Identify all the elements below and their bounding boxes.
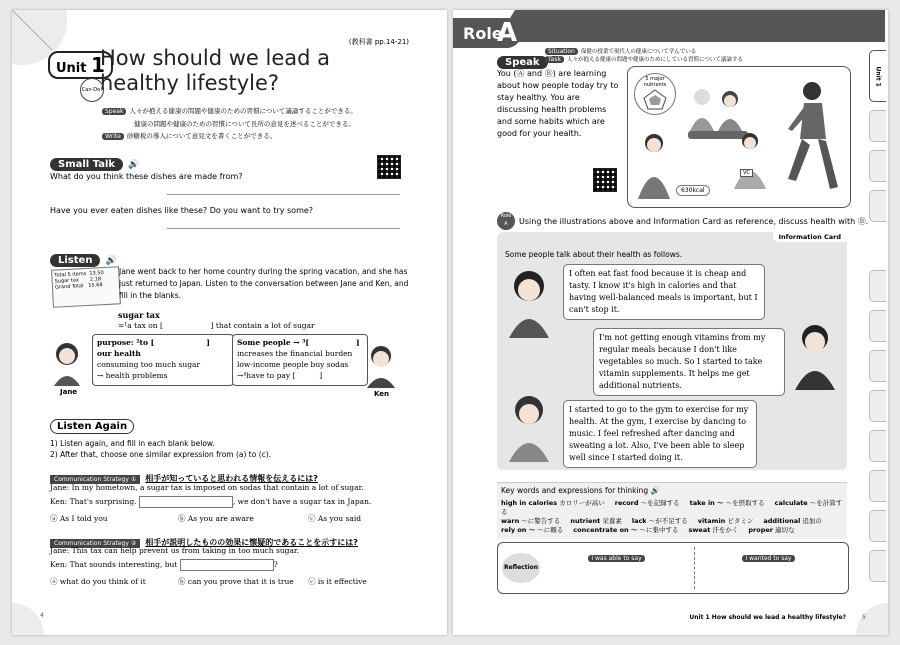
wanted-label: I wanted to say bbox=[742, 555, 794, 562]
role-a-icon: Role A bbox=[497, 212, 515, 230]
s2-ken-b: ? bbox=[273, 560, 278, 569]
purpose-line4: → health problems bbox=[97, 371, 168, 380]
keyword-en: calculate bbox=[774, 499, 808, 507]
divider bbox=[694, 547, 695, 589]
keyword-en: concentrate on ～ bbox=[573, 526, 638, 534]
info-card-intro: Some people talk about their health as follows. bbox=[505, 250, 683, 259]
can-do-badge: Can-Do! bbox=[80, 78, 104, 102]
small-talk-header bbox=[50, 152, 139, 171]
keyword-item bbox=[501, 499, 605, 507]
speak-header bbox=[497, 50, 548, 69]
side-tab[interactable] bbox=[869, 510, 886, 542]
qr-code[interactable] bbox=[377, 155, 401, 179]
radar-chart-icon bbox=[642, 88, 668, 110]
unit-title bbox=[100, 46, 330, 96]
keyword-ja: ～に警告する bbox=[519, 517, 561, 525]
write-goal: 砂糖税の導入について意見文を書くことができる。 bbox=[126, 132, 277, 140]
speak-goal-1: 人々が抱える健康の問題や健康のための習慣について議論することができる。 bbox=[129, 107, 357, 115]
purpose-line1: purpose: ²to [ ] bbox=[97, 338, 210, 347]
keyword-item bbox=[501, 517, 560, 525]
nutrients-label: 5 major nutrients bbox=[643, 76, 667, 88]
kcal-bubble: 630kcal bbox=[676, 185, 710, 196]
side-tab[interactable] bbox=[869, 430, 886, 462]
strategy2-title: 相手が説明したものの効果に懐疑的であることを示すには? bbox=[145, 538, 358, 547]
page-number-right: 5 bbox=[862, 614, 866, 621]
some-people-line3: low-income people buy sodas bbox=[237, 360, 349, 369]
side-tab[interactable] bbox=[869, 470, 886, 502]
keyword-item bbox=[690, 499, 765, 507]
s2-jane-line: Jane: This tax can help prevent us from taking in too much sugar. bbox=[50, 546, 300, 555]
reflection-box bbox=[497, 542, 849, 594]
keywords-title-text: Key words and expressions for thinking bbox=[501, 486, 649, 495]
fast-food-girl-illustration bbox=[503, 268, 555, 338]
speech-bubble-2: I'm not getting enough vitamins from my regular meals because I don't like vegetables so much. So I started to take vitamin supplements. It helps me get additional nutrients. bbox=[593, 328, 785, 396]
side-tab[interactable] bbox=[869, 350, 886, 382]
right-page bbox=[453, 10, 888, 635]
speak-tag: Speak bbox=[497, 56, 548, 69]
keyword-item bbox=[689, 526, 739, 534]
listen-again-instructions bbox=[50, 438, 271, 460]
textbook-ref: (教科書 pp.14-21) bbox=[348, 38, 409, 46]
s1-ken-a: Ken: That's surprising. bbox=[50, 497, 137, 506]
listen-again-title: Listen Again bbox=[50, 419, 134, 434]
task-tag: Task bbox=[545, 56, 564, 63]
la-instr-1: 1) Listen again, and fill in each blank below. bbox=[50, 439, 215, 448]
vitamin-boy-illustration bbox=[789, 320, 841, 390]
strategy1-tag: Communication Strategy ① bbox=[50, 475, 140, 484]
keyword-ja: ビタミン bbox=[725, 517, 754, 525]
wanted-to-say-area[interactable] bbox=[696, 545, 844, 589]
role-letter: A bbox=[497, 18, 518, 48]
keyword-ja: ～が不足する bbox=[646, 517, 688, 525]
la-instr-2: 2) After that, choose one similar expression from (a) to (c). bbox=[50, 450, 272, 459]
side-tab[interactable] bbox=[869, 270, 886, 302]
corner-decoration-bottom-right bbox=[848, 595, 888, 635]
keyword-row bbox=[501, 526, 846, 535]
s2-choice-a[interactable]: ⓐ what do you think of it bbox=[50, 577, 146, 586]
supplement-woman-illustration bbox=[730, 129, 770, 189]
strategy2-tag: Communication Strategy ② bbox=[50, 539, 140, 548]
listen-header bbox=[50, 248, 117, 267]
jane-name: Jane bbox=[60, 388, 78, 396]
side-tab[interactable] bbox=[869, 110, 886, 142]
purpose-box bbox=[92, 334, 234, 386]
keyword-ja: 追加の bbox=[800, 517, 822, 525]
corner-decoration-bottom bbox=[12, 595, 52, 635]
role-header-bar bbox=[495, 10, 885, 42]
speaker-icon[interactable]: 🔊 bbox=[650, 486, 660, 495]
nutrients-bubble bbox=[634, 73, 676, 115]
keyword-item bbox=[632, 517, 688, 525]
keyword-ja: ～を摂取する bbox=[723, 499, 765, 507]
s1-choice-a[interactable]: ⓐ As I told you bbox=[50, 514, 108, 523]
some-people-line2: increases the financial burden bbox=[237, 349, 353, 358]
answer-line-2[interactable] bbox=[167, 228, 400, 229]
keyword-en: warn bbox=[501, 517, 520, 525]
keyword-ja: 汗をかく bbox=[710, 526, 739, 534]
s1-choice-b[interactable]: ⓑ As you are aware bbox=[178, 514, 254, 523]
jane-illustration bbox=[50, 340, 84, 386]
side-tab[interactable] bbox=[869, 310, 886, 342]
some-people-line4: →⁴have to pay [ ] bbox=[237, 371, 323, 380]
situation-task bbox=[545, 48, 743, 64]
role-badge bbox=[453, 18, 521, 48]
listen-intro: Jane went back to her home country during the spring vacation, and she has just returned to Japan. Listen to the conversation between Jane and Ken, and fill in the blanks. bbox=[119, 267, 409, 300]
keyword-ja: ～に集中する bbox=[637, 526, 679, 534]
keyword-item bbox=[763, 517, 822, 525]
s1-jane-line: Jane: In my hometown, a sugar tax is imposed on sodas that contain a lot of sugar. bbox=[50, 483, 364, 492]
s2-choice-c[interactable]: ⓒ is it effective bbox=[308, 577, 367, 586]
keyword-item bbox=[570, 517, 622, 525]
small-talk-title: Small Talk bbox=[50, 158, 123, 171]
woman-eating-illustration bbox=[634, 129, 674, 199]
side-tab-label: Unit 1 bbox=[874, 66, 882, 87]
able-to-say-area[interactable] bbox=[544, 545, 692, 589]
s2-ken-line bbox=[50, 559, 278, 571]
side-tab-unit1[interactable] bbox=[869, 50, 886, 102]
receipt-image: Total 5 items 13.50 Sugar tax 2.18 Grand Total 15.68 bbox=[51, 266, 121, 308]
keyword-en: record bbox=[614, 499, 639, 507]
some-people-line1: Some people → ³[ ] bbox=[237, 338, 360, 347]
keyword-item bbox=[748, 526, 794, 534]
speech-bubble-3: I started to go to the gym to exercise for my health. At the gym, I exercise by dancing to music. I feel refreshed after dancing and sweating a lot. Also, I've been able to sleep well since I started doing it. bbox=[563, 400, 757, 468]
s1-ken-line bbox=[50, 496, 371, 508]
unit-number: 1 bbox=[91, 53, 105, 77]
keyword-ja: 栄養素 bbox=[600, 517, 622, 525]
able-label: I was able to say bbox=[588, 555, 644, 562]
speak-tag: Speak bbox=[102, 108, 126, 115]
keyword-en: rely on ～ bbox=[501, 526, 536, 534]
keyword-en: additional bbox=[763, 517, 801, 525]
keywords-title bbox=[501, 486, 660, 495]
sugar-tax-label: sugar tax bbox=[118, 310, 160, 320]
keyword-row bbox=[501, 499, 846, 517]
page-number-left: 4 bbox=[40, 612, 44, 619]
small-talk-q1: What do you think these dishes are made from? bbox=[50, 172, 243, 181]
answer-line-1[interactable] bbox=[167, 194, 400, 195]
keyword-ja: ～を計算する bbox=[501, 499, 843, 516]
keyword-ja: 適切な bbox=[772, 526, 795, 534]
purpose-line2: our health bbox=[97, 349, 141, 358]
keyword-item bbox=[573, 526, 678, 534]
purpose-line3: consuming too much sugar bbox=[97, 360, 201, 369]
s2-ken-a: Ken: That sounds interesting, but bbox=[50, 560, 178, 569]
keyword-en: sweat bbox=[688, 526, 711, 534]
s2-choice-b[interactable]: ⓑ can you prove that it is true bbox=[178, 577, 294, 586]
keywords-list bbox=[501, 499, 846, 535]
keyword-en: lack bbox=[631, 517, 647, 525]
s1-ken-b: , we don't have a sugar tax in Japan. bbox=[232, 497, 372, 506]
speaker-icon[interactable]: 🔊 bbox=[105, 256, 117, 266]
role-label: Role bbox=[463, 24, 503, 43]
keywords-box bbox=[497, 482, 847, 539]
speak-goal-2: 健康の問題や健康のための習慣について長所の意見を述べることができる。 bbox=[134, 120, 355, 128]
keyword-en: take in ～ bbox=[689, 499, 724, 507]
role-intro: You (Ⓐ and Ⓑ) are learning about how people today try to stay healthy. You are discussing health problems and some habits which are good for your health. bbox=[497, 69, 619, 138]
keyword-ja: ～を記録する bbox=[638, 499, 680, 507]
strategy1-title: 相手が知っていると思われる情報を伝えるには? bbox=[145, 474, 318, 483]
situation-tag: Situation bbox=[545, 48, 578, 55]
can-do-goals bbox=[102, 105, 432, 143]
side-tab[interactable] bbox=[869, 390, 886, 422]
title-line2: healthy lifestyle? bbox=[100, 71, 280, 95]
keyword-ja: ～に頼る bbox=[535, 526, 564, 534]
side-tab[interactable] bbox=[869, 190, 886, 222]
reflection-label: Reflection bbox=[502, 553, 540, 583]
jogging-man-illustration bbox=[778, 79, 842, 199]
qr-code[interactable] bbox=[593, 168, 617, 192]
some-people-box bbox=[232, 334, 368, 386]
task-text: 人々が抱える健康の問題や健康のためにしている習慣について議論する bbox=[566, 57, 743, 63]
left-page bbox=[12, 10, 447, 635]
discussion-instruction: Using the illustrations above and Information Card as reference, discuss health with Ⓑ. bbox=[519, 217, 869, 226]
keyword-item bbox=[615, 499, 680, 507]
small-talk-q2: Have you ever eaten dishes like these? Do you want to try some? bbox=[50, 206, 314, 215]
information-card bbox=[497, 232, 847, 470]
info-card-title: Information Card bbox=[773, 232, 847, 242]
write-tag: Write bbox=[102, 133, 124, 140]
listen-title: Listen bbox=[50, 254, 100, 267]
speech-bubble-1: I often eat fast food because it is cheap and tasty. I know it's high in calories and that having well-balanced meals is important, but I can't stop it. bbox=[563, 264, 765, 320]
situation-text: 保健の授業で現代人の健康について学んでいる bbox=[580, 49, 697, 55]
side-tab[interactable] bbox=[869, 150, 886, 182]
ken-name: Ken bbox=[374, 390, 390, 398]
title-line1: How should we lead a bbox=[100, 46, 331, 70]
footer-title: Unit 1 How should we lead a healthy lifestyle? bbox=[689, 614, 846, 621]
vc-bottle: VC bbox=[740, 169, 753, 177]
keyword-en: high in calories bbox=[501, 499, 558, 507]
ken-illustration bbox=[364, 342, 398, 388]
s1-choice-c[interactable]: ⓒ As you said bbox=[308, 514, 362, 523]
keyword-item bbox=[698, 517, 754, 525]
side-tab[interactable] bbox=[869, 550, 886, 582]
keyword-en: proper bbox=[748, 526, 773, 534]
s1-answer-blank[interactable] bbox=[139, 496, 233, 508]
keyword-row bbox=[501, 517, 846, 526]
unit-label: Unit bbox=[56, 61, 87, 76]
speaker-icon[interactable]: 🔊 bbox=[128, 160, 140, 170]
gym-girl-illustration bbox=[503, 392, 555, 462]
keyword-en: vitamin bbox=[697, 517, 726, 525]
keyword-item bbox=[501, 526, 563, 534]
keyword-en: nutrient bbox=[570, 517, 601, 525]
sugar-tax-def: =¹a tax on [ ] that contain a lot of sugar bbox=[118, 321, 315, 330]
keyword-ja: カロリーが高い bbox=[557, 499, 605, 507]
health-illustration bbox=[627, 66, 851, 208]
s2-answer-blank[interactable] bbox=[180, 559, 274, 571]
